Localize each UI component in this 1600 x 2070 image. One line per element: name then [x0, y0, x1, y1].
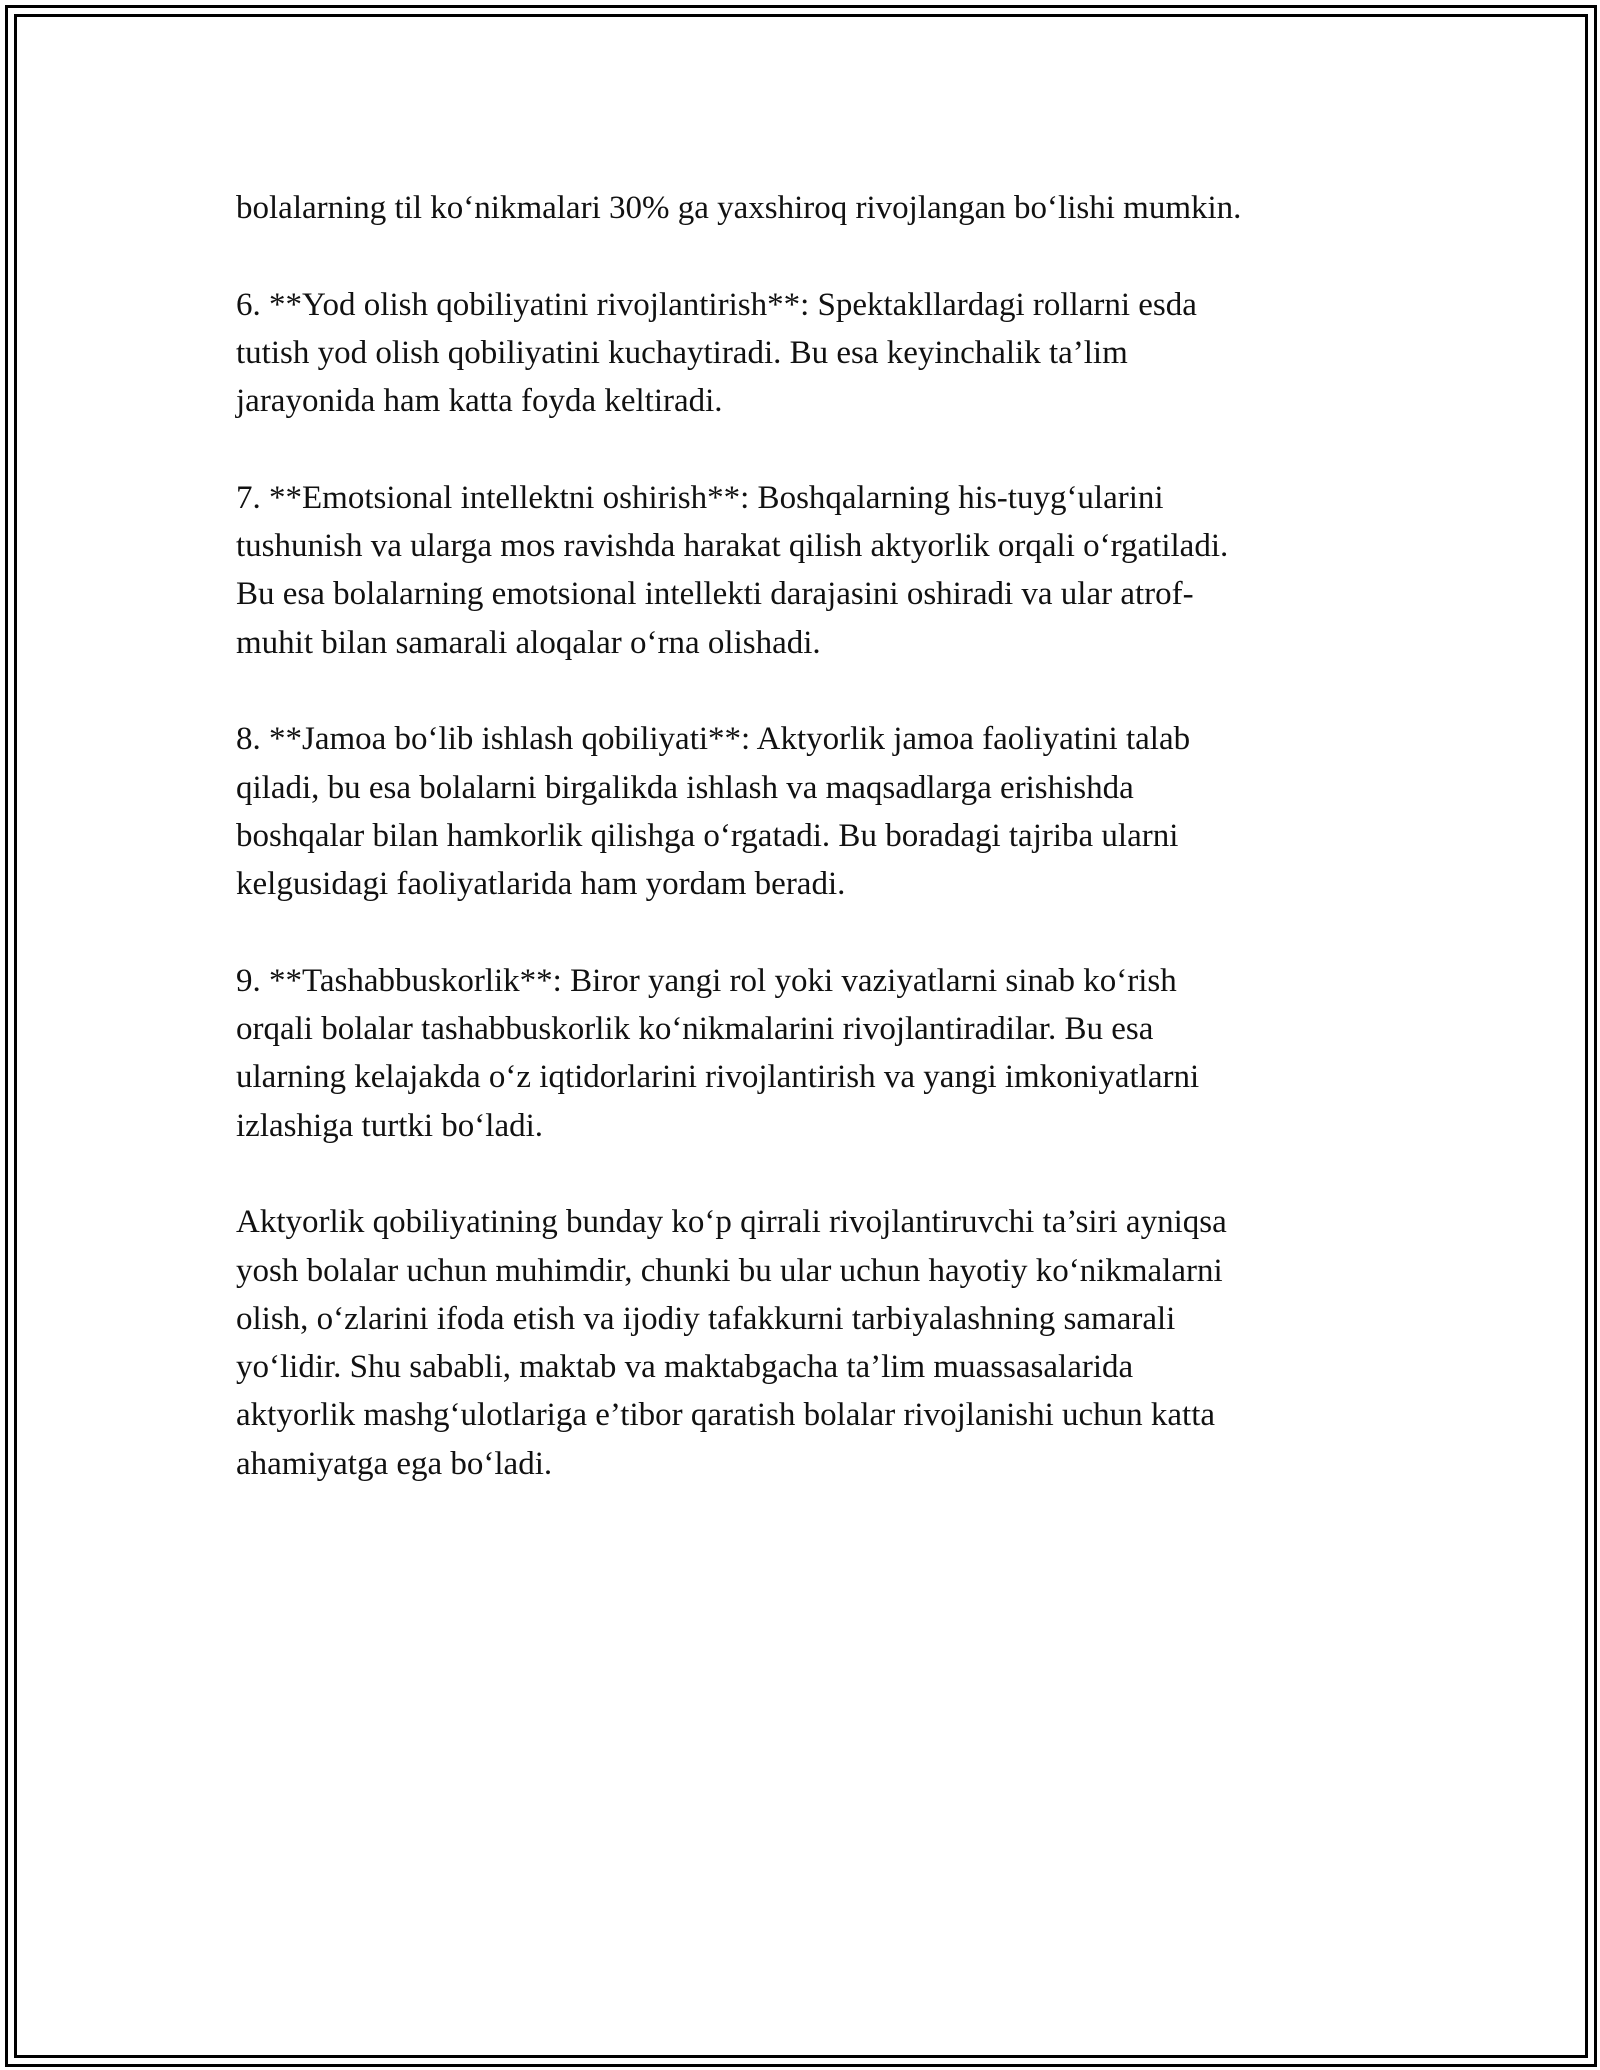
- text-line: orqali bolalar tashabbuskorlik ko‘nikmalarini rivojlantiradilar. Bu esa: [236, 1011, 1154, 1048]
- text-line: 9. **Tashabbuskorlik**: Biror yangi rol yoki vaziyatlarni sinab ko‘rish: [236, 962, 1177, 999]
- text-line: olish, o‘zlarini ifoda etish va ijodiy tafakkurni tarbiyalashning samarali: [236, 1300, 1176, 1337]
- text-line: yo‘lidir. Shu sababli, maktab va maktabgacha ta’lim muassasalarida: [236, 1349, 1134, 1386]
- text-line: jarayonida ham katta foyda keltiradi.: [236, 383, 723, 420]
- paragraph-item-8: [236, 715, 1366, 908]
- text-line: muhit bilan samarali aloqalar o‘rna olishadi.: [236, 624, 821, 661]
- text-line: ahamiyatga ega bo‘ladi.: [236, 1445, 553, 1482]
- text-line: tushunish va ularga mos ravishda harakat qilish aktyorlik orqali o‘rgatiladi.: [236, 528, 1229, 565]
- text-line: ularning kelajakda o‘z iqtidorlarini rivojlantirish va yangi imkoniyatlarni: [236, 1059, 1200, 1096]
- text-line: aktyorlik mashg‘ulotlariga e’tibor qaratish bolalar rivojlanishi uchun katta: [236, 1397, 1216, 1434]
- text-line: tutish yod olish qobiliyatini kuchaytiradi. Bu esa keyinchalik ta’lim: [236, 334, 1128, 371]
- paragraph-item-7: [236, 474, 1366, 667]
- text-line: bolalarning til ko‘nikmalari 30% ga yaxshiroq rivojlangan bo‘lishi mumkin.: [236, 190, 1242, 226]
- text-line: izlashiga turtki bo‘ladi.: [236, 1107, 544, 1144]
- text-line: kelgusidagi faoliyatlarida ham yordam beradi.: [236, 866, 846, 903]
- text-line: qiladi, bu esa bolalarni birgalikda ishlash va maqsadlarga erishishda: [236, 769, 1134, 806]
- text-line: Aktyorlik qobiliyatining bunday ko‘p qirrali rivojlantiruvchi ta’siri ayniqsa: [236, 1204, 1227, 1241]
- text-line: 6. **Yod olish qobiliyatini rivojlantirish**: Spektakllardagi rollarni esda: [236, 286, 1197, 323]
- document-body: [236, 184, 1366, 1536]
- text-line: 7. **Emotsional intellektni oshirish**: Boshqalarning his-tuyg‘ularini: [236, 479, 1164, 516]
- paragraph-conclusion: [236, 1198, 1366, 1488]
- paragraph-item-6: [236, 281, 1366, 426]
- text-line: Bu esa bolalarning emotsional intellekti darajasini oshiradi va ular atrof-: [236, 576, 1194, 613]
- text-line: boshqalar bilan hamkorlik qilishga o‘rgatadi. Bu boradagi tajriba ularni: [236, 817, 1179, 854]
- paragraph-continuation: [236, 184, 1366, 232]
- paragraph-item-9: [236, 957, 1366, 1150]
- text-line: 8. **Jamoa bo‘lib ishlash qobiliyati**: Aktyorlik jamoa faoliyatini talab: [236, 721, 1191, 758]
- text-line: yosh bolalar uchun muhimdir, chunki bu ular uchun hayotiy ko‘nikmalarni: [236, 1252, 1223, 1289]
